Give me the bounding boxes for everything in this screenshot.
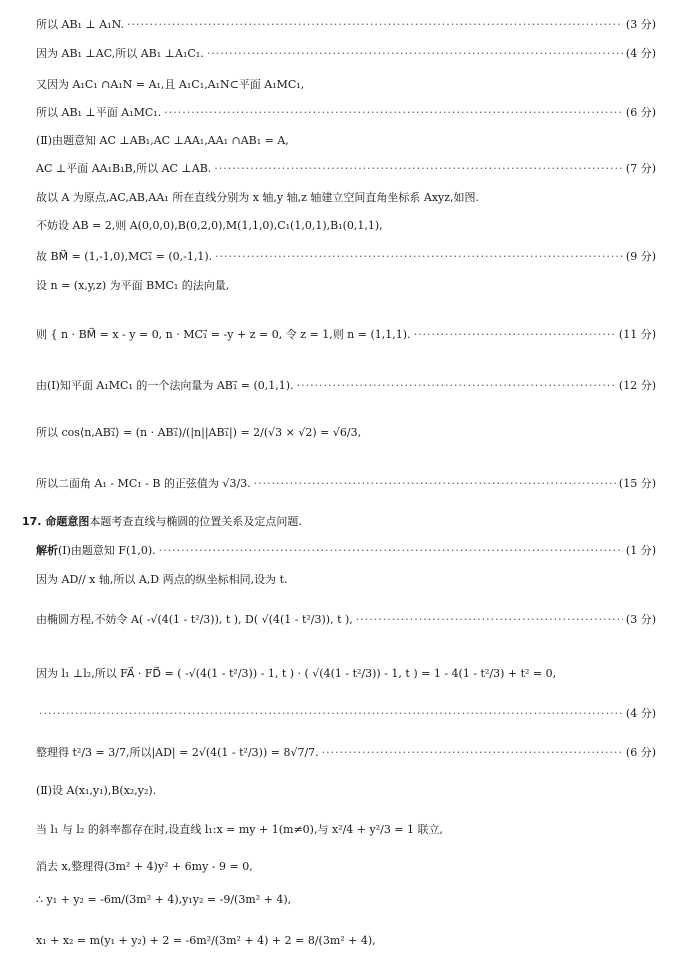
score-mark: (1 分) <box>625 544 656 557</box>
solution-line: 则 { n · BM⃗ = x - y = 0, n · MC₁⃗ = -y + z = 0, 令 z = 1,则 n = (1,1,1). ····· (11 分) <box>36 326 656 342</box>
solution-line: (Ⅱ)设 A(x₁,y₁),B(x₂,y₂). <box>36 784 157 797</box>
solution-line: ∴ y₁ + y₂ = -6m/(3m² + 4),y₁y₂ = -9/(3m² + 4), <box>36 893 292 906</box>
solution-line: 又因为 A₁C₁ ∩A₁N = A₁,且 A₁C₁,A₁N⊂平面 A₁MC₁, <box>36 78 305 91</box>
solution-line: (Ⅱ)由题意知 AC ⊥AB₁,AC ⊥AA₁,AA₁ ∩AB₁ = A, <box>36 134 289 147</box>
score-mark: (15 分) <box>618 477 656 490</box>
score-mark: (7 分) <box>625 162 656 175</box>
solution-line <box>36 705 656 721</box>
solution-line: 故以 A 为原点,AC,AB,AA₁ 所在直线分别为 x 轴,y 轴,z 轴建立空间直角坐标系 Axyz,如图. <box>36 191 480 204</box>
question-17-heading: 17. 命题意图 本题考查直线与椭圆的位置关系及定点问题. <box>22 515 302 528</box>
score-mark: (9 分) <box>625 250 656 263</box>
leader-dots <box>297 379 616 392</box>
score-mark: (6 分) <box>625 746 656 759</box>
solution-line: 因为 AB₁ ⊥AC,所以 AB₁ ⊥A₁C₁. ····· (4 分) <box>36 45 656 61</box>
solution-line: 不妨设 AB = 2,则 A(0,0,0),B(0,2,0),M(1,1,0),C₁(1,0,1),B₁(0,1,1), <box>36 219 383 232</box>
leader-dots <box>254 477 616 490</box>
leader-dots <box>127 18 623 31</box>
solution-line: 所以二面角 A₁ - MC₁ - B 的正弦值为 √3/3. ····· (15 分) <box>36 475 656 491</box>
leader-dots <box>214 162 623 175</box>
score-mark: (11 分) <box>618 328 656 341</box>
solution-line: x₁ + x₂ = m(y₁ + y₂) + 2 = -6m²/(3m² + 4) + 2 = 8/(3m² + 4), <box>36 934 376 947</box>
solution-line: 设 n = (x,y,z) 为平面 BMC₁ 的法向量, <box>36 279 230 292</box>
question-label: 17. 命题意图 <box>22 515 90 528</box>
solution-line: 因为 AD// x 轴,所以 A,D 两点的纵坐标相同,设为 t. <box>36 573 288 586</box>
score-mark: (3 分) <box>625 18 656 31</box>
leader-dots <box>39 707 623 720</box>
solution-line: 因为 l₁ ⊥l₂,所以 FA⃗ · FD⃗ = ( -√(4(1 - t²/3)) - 1, t ) · ( √(4(1 - t²/3)) - 1, t ) = 1 - 4(1 - t²/3) + t² = 0, <box>36 667 557 680</box>
score-mark: (3 分) <box>625 613 656 626</box>
solution-line: 由(Ⅰ)知平面 A₁MC₁ 的一个法向量为 AB₁⃗ = (0,1,1). ····· (12 分) <box>36 377 656 393</box>
leader-dots <box>207 47 623 60</box>
score-mark: (4 分) <box>625 707 656 720</box>
leader-dots <box>414 328 616 341</box>
analysis-label: 解析 <box>36 544 58 557</box>
solution-line: AC ⊥平面 AA₁B₁B,所以 AC ⊥AB. ····· (7 分) <box>36 160 656 176</box>
solution-line: 所以 cos⟨n,AB₁⃗⟩ = (n · AB₁⃗)/(|n||AB₁⃗|) = 2/(√3 × √2) = √6/3, <box>36 426 362 439</box>
solution-line: 消去 x,整理得(3m² + 4)y² + 6my - 9 = 0, <box>36 860 253 873</box>
solution-line: 当 l₁ 与 l₂ 的斜率都存在时,设直线 l₁:x = my + 1(m≠0),与 x²/4 + y²/3 = 1 联立, <box>36 823 444 836</box>
solution-line: 整理得 t²/3 = 3/7,所以|AD| = 2√(4(1 - t²/3)) = 8√7/7. ····· (6 分) <box>36 744 656 760</box>
score-mark: (6 分) <box>625 106 656 119</box>
score-mark: (12 分) <box>618 379 656 392</box>
leader-dots <box>215 250 623 263</box>
solution-line: 所以 AB₁ ⊥平面 A₁MC₁. ····· (6 分) <box>36 104 656 120</box>
solution-line: 解析 (Ⅰ)由题意知 F(1,0). ····· (1 分) <box>36 542 656 558</box>
solution-line: 所以 AB₁ ⊥ A₁N. ····· (3 分) <box>36 16 656 32</box>
score-mark: (4 分) <box>625 47 656 60</box>
solution-line: 由椭圆方程,不妨令 A( -√(4(1 - t²/3)), t ), D( √(4(1 - t²/3)), t ), ····· (3 分) <box>36 611 656 627</box>
leader-dots <box>356 613 623 626</box>
solution-line: 故 BM⃗ = (1,-1,0),MC₁⃗ = (0,-1,1). ····· (9 分) <box>36 248 656 264</box>
leader-dots <box>159 544 623 557</box>
leader-dots <box>322 746 623 759</box>
leader-dots <box>164 106 623 119</box>
